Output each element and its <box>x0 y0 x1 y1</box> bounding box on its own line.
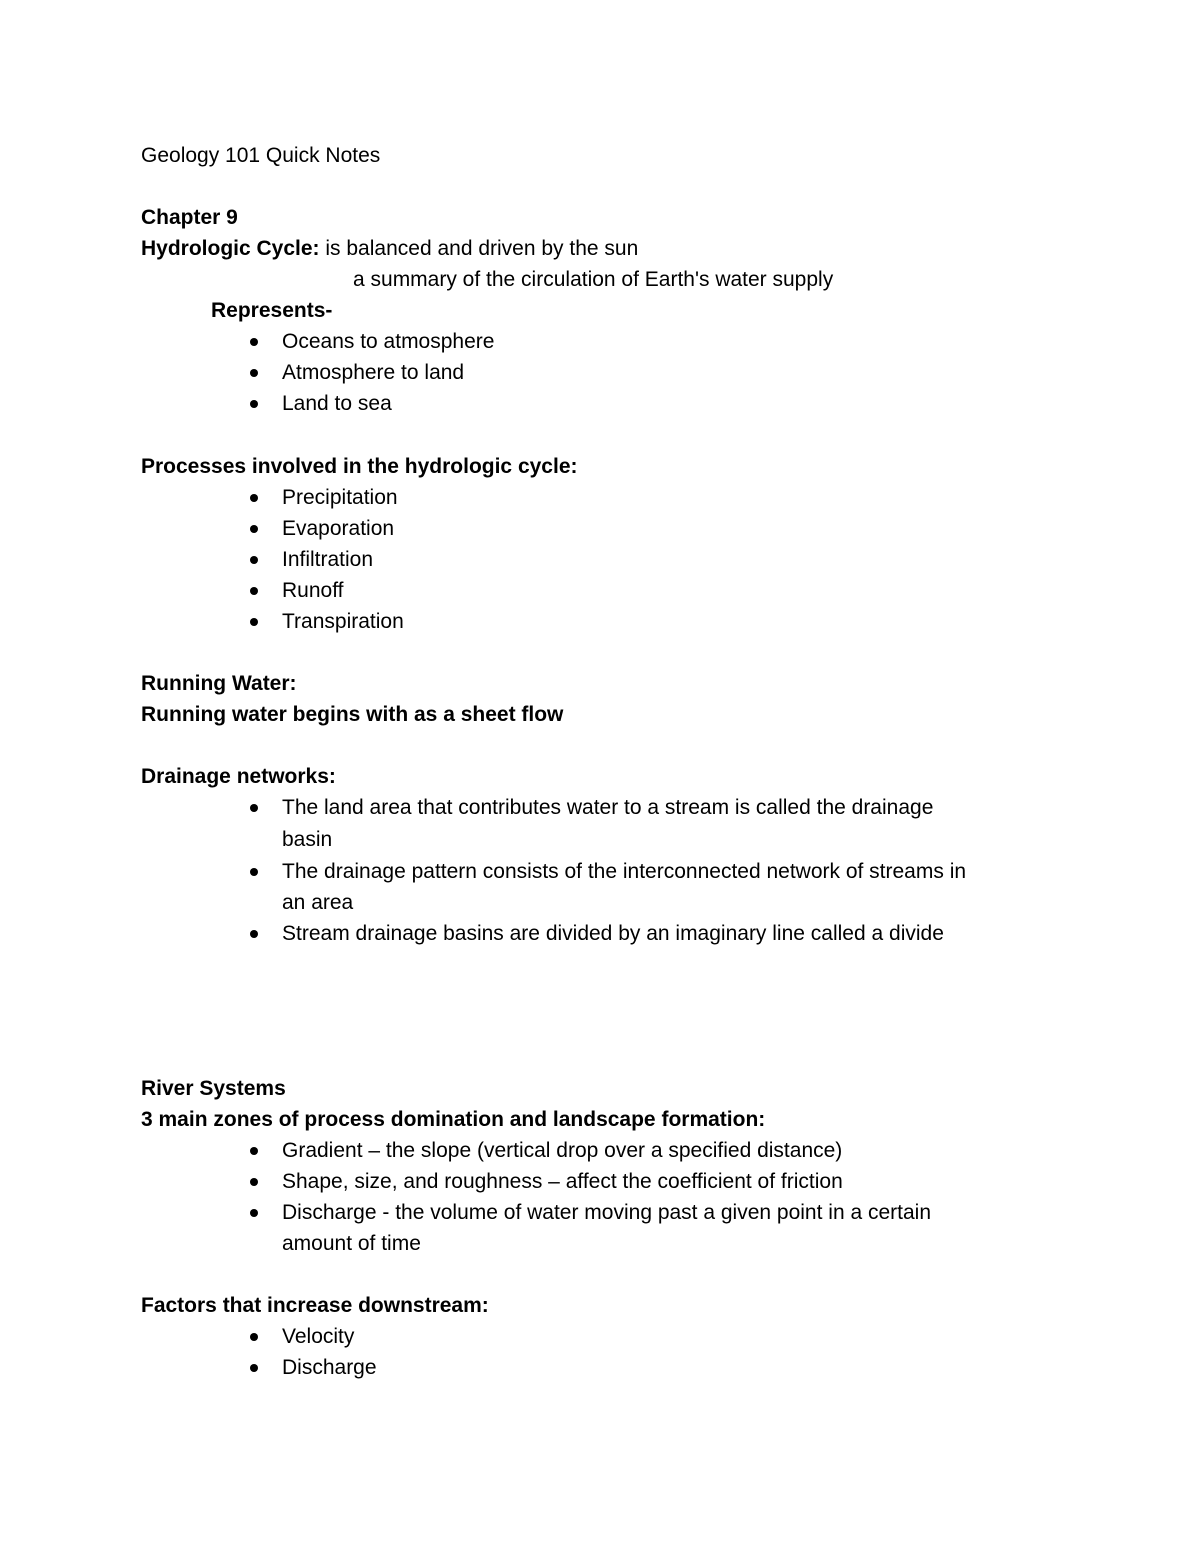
list-item: Runoff <box>282 579 344 602</box>
bullet-icon <box>250 369 258 377</box>
processes-heading: Processes involved in the hydrologic cycle: <box>141 455 578 478</box>
list-item-continuation: amount of time <box>282 1232 421 1255</box>
bullet-icon <box>250 1209 258 1217</box>
list-item: Transpiration <box>282 610 404 633</box>
list-item: Shape, size, and roughness – affect the coefficient of friction <box>282 1170 843 1193</box>
list-item: Atmosphere to land <box>282 361 465 384</box>
bullet-icon <box>250 587 258 595</box>
list-item: Precipitation <box>282 486 398 509</box>
river-systems-subheading: 3 main zones of process domination and landscape formation: <box>141 1108 766 1131</box>
list-item: Discharge <box>282 1356 377 1379</box>
river-systems-heading: River Systems <box>141 1077 286 1100</box>
bullet-icon <box>250 618 258 626</box>
hydrologic-cycle-line <box>141 233 638 264</box>
bullet-icon <box>250 1333 258 1341</box>
running-water-heading: Running Water: <box>141 672 297 695</box>
hydrologic-cycle-label: Hydrologic Cycle: <box>141 237 320 260</box>
list-item: Stream drainage basins are divided by an imaginary line called a divide <box>282 922 944 945</box>
list-item: The land area that contributes water to a stream is called the drainage <box>282 796 934 819</box>
running-water-subheading: Running water begins with as a sheet flow <box>141 703 564 726</box>
chapter-heading: Chapter 9 <box>141 206 238 229</box>
list-item: Gradient – the slope (vertical drop over a specified distance) <box>282 1139 843 1162</box>
hydrologic-cycle-summary: a summary of the circulation of Earth's water supply <box>353 268 834 291</box>
bullet-icon <box>250 556 258 564</box>
drainage-heading: Drainage networks: <box>141 765 336 788</box>
list-item-continuation: an area <box>282 891 354 914</box>
bullet-icon <box>250 494 258 502</box>
bullet-icon <box>250 930 258 938</box>
bullet-icon <box>250 338 258 346</box>
factors-heading: Factors that increase downstream: <box>141 1294 489 1317</box>
list-item-continuation: basin <box>282 828 333 851</box>
hydrologic-cycle-desc: is balanced and driven by the sun <box>319 237 639 260</box>
list-item: Discharge - the volume of water moving past a given point in a certain <box>282 1201 932 1224</box>
list-item: Evaporation <box>282 517 395 540</box>
list-item: Oceans to atmosphere <box>282 330 495 353</box>
document-title: Geology 101 Quick Notes <box>141 144 381 167</box>
bullet-icon <box>250 1178 258 1186</box>
list-item: Infiltration <box>282 548 374 571</box>
bullet-icon <box>250 525 258 533</box>
represents-heading: Represents- <box>211 299 333 322</box>
bullet-icon <box>250 804 258 812</box>
bullet-icon <box>250 1364 258 1372</box>
list-item: The drainage pattern consists of the interconnected network of streams in <box>282 860 967 883</box>
bullet-icon <box>250 1147 258 1155</box>
bullet-icon <box>250 400 258 408</box>
bullet-icon <box>250 868 258 876</box>
list-item: Velocity <box>282 1325 355 1348</box>
list-item: Land to sea <box>282 392 392 415</box>
